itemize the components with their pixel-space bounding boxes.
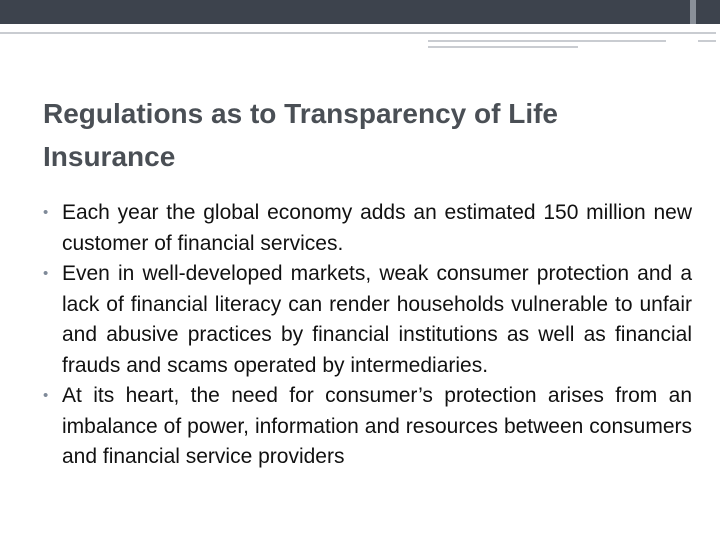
bullet-text: Each year the global economy adds an estimated 150 million new customer of financial services. <box>62 201 692 255</box>
bullet-text: At its heart, the need for consumer’s protection arises from an imbalance of power, information and resources between consumers and financial service providers <box>62 384 692 468</box>
accent-line <box>428 40 666 42</box>
slide-title: Regulations as to Transparency of Life Insurance <box>43 98 559 172</box>
bullet-icon: • <box>43 265 49 282</box>
bullet-icon: • <box>43 204 49 221</box>
list-item <box>43 259 692 381</box>
header-divider <box>0 32 716 34</box>
accent-line <box>698 40 716 42</box>
header-bar-end <box>696 0 720 24</box>
bullet-icon: • <box>43 387 49 404</box>
bullet-text: Even in well-developed markets, weak consumer protection and a lack of financial literacy can render households vulnerable to unfair and abusive practices by financial institutions as well as financial frauds and scams operated by intermediaries. <box>62 262 692 377</box>
list-item <box>43 198 692 259</box>
accent-line <box>428 46 578 48</box>
bullet-list <box>43 198 692 473</box>
list-item <box>43 381 692 473</box>
header-bar <box>0 0 690 24</box>
